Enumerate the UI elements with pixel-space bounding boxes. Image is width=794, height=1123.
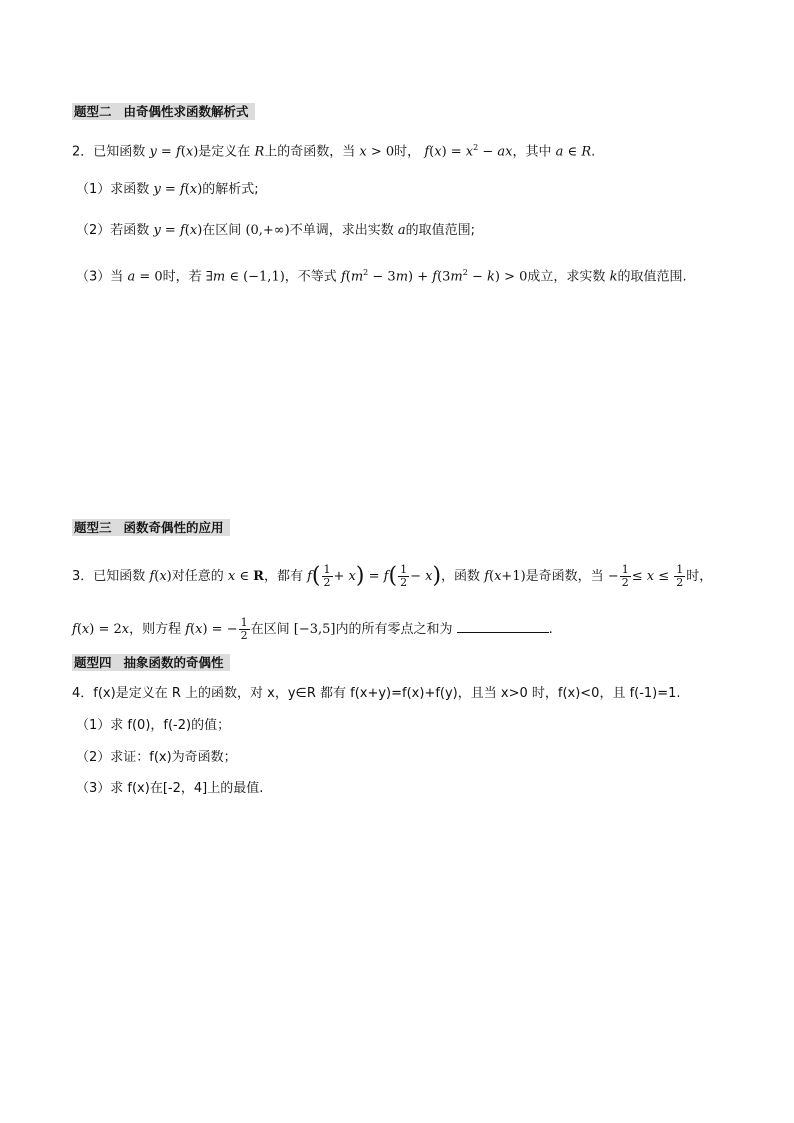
question-number: 4． [72,686,94,701]
question-2-part-2: （2）若函数 y = f(x)在区间 (0,+∞)不单调，求出实数 a的取值范围; [76,223,476,238]
question-4-stem: 4．f(x)是定义在 R 上的函数，对 x，y∈R 都有 f(x+y)=f(x)+f(y)，且当 x>0 时，f(x)<0，且 f(-1)=1. [72,686,681,701]
answer-blank[interactable] [457,620,549,633]
question-3-line-1: 3．已知函数 f(x)对任意的 x ∈ R，都有 f( $\frac{1}{2}$ + x) = f( $\frac{1}{2}$ − x)，函数 f(x+1)是奇函数，当 − $\frac{1}{2}$ ≤ x ≤ $\frac{1}{2}$ 时， [72,563,713,589]
question-2-part-3: （3）当 a = 0时，若 ∃m ∈ (−1,1)，不等式 $f(m^2 - 3m) + f(3m^2 - k) > 0$成立，求实数 k的取值范围. [76,268,687,285]
section-title: 函数奇偶性的应用 [123,520,224,535]
section-label: 题型二 [74,104,112,119]
question-4-part-2: （2）求证：f(x)为奇函数； [76,750,237,765]
question-4-part-3: （3）求 f(x)在[-2，4]上的最值. [76,781,264,796]
section-title: 由奇偶性求函数解析式 [123,104,249,119]
section-header-2 [72,103,255,120]
question-2-stem: 2．已知函数 y = f(x)是定义在 R上的奇函数，当 x > 0时， $f(x) = x^2$ − ax，其中 a ∈ R. [72,143,596,160]
section-label: 题型四 [74,655,112,670]
section-title: 抽象函数的奇偶性 [123,655,224,670]
section-label: 题型三 [74,520,112,535]
question-4-part-1: （1）求 f(0)，f(-2)的值； [76,718,231,733]
section-header-3 [72,519,230,536]
question-number: 3． [72,569,94,584]
question-number: 2． [72,144,94,160]
question-2-part-1: （1）求函数 y = f(x)的解析式; [76,182,259,197]
question-3-line-2: f(x) = 2x，则方程 f(x) = − $\frac{1}{2}$ 在区间 [−3,5]内的所有零点之和为 . [72,616,553,642]
section-header-4 [72,654,230,671]
